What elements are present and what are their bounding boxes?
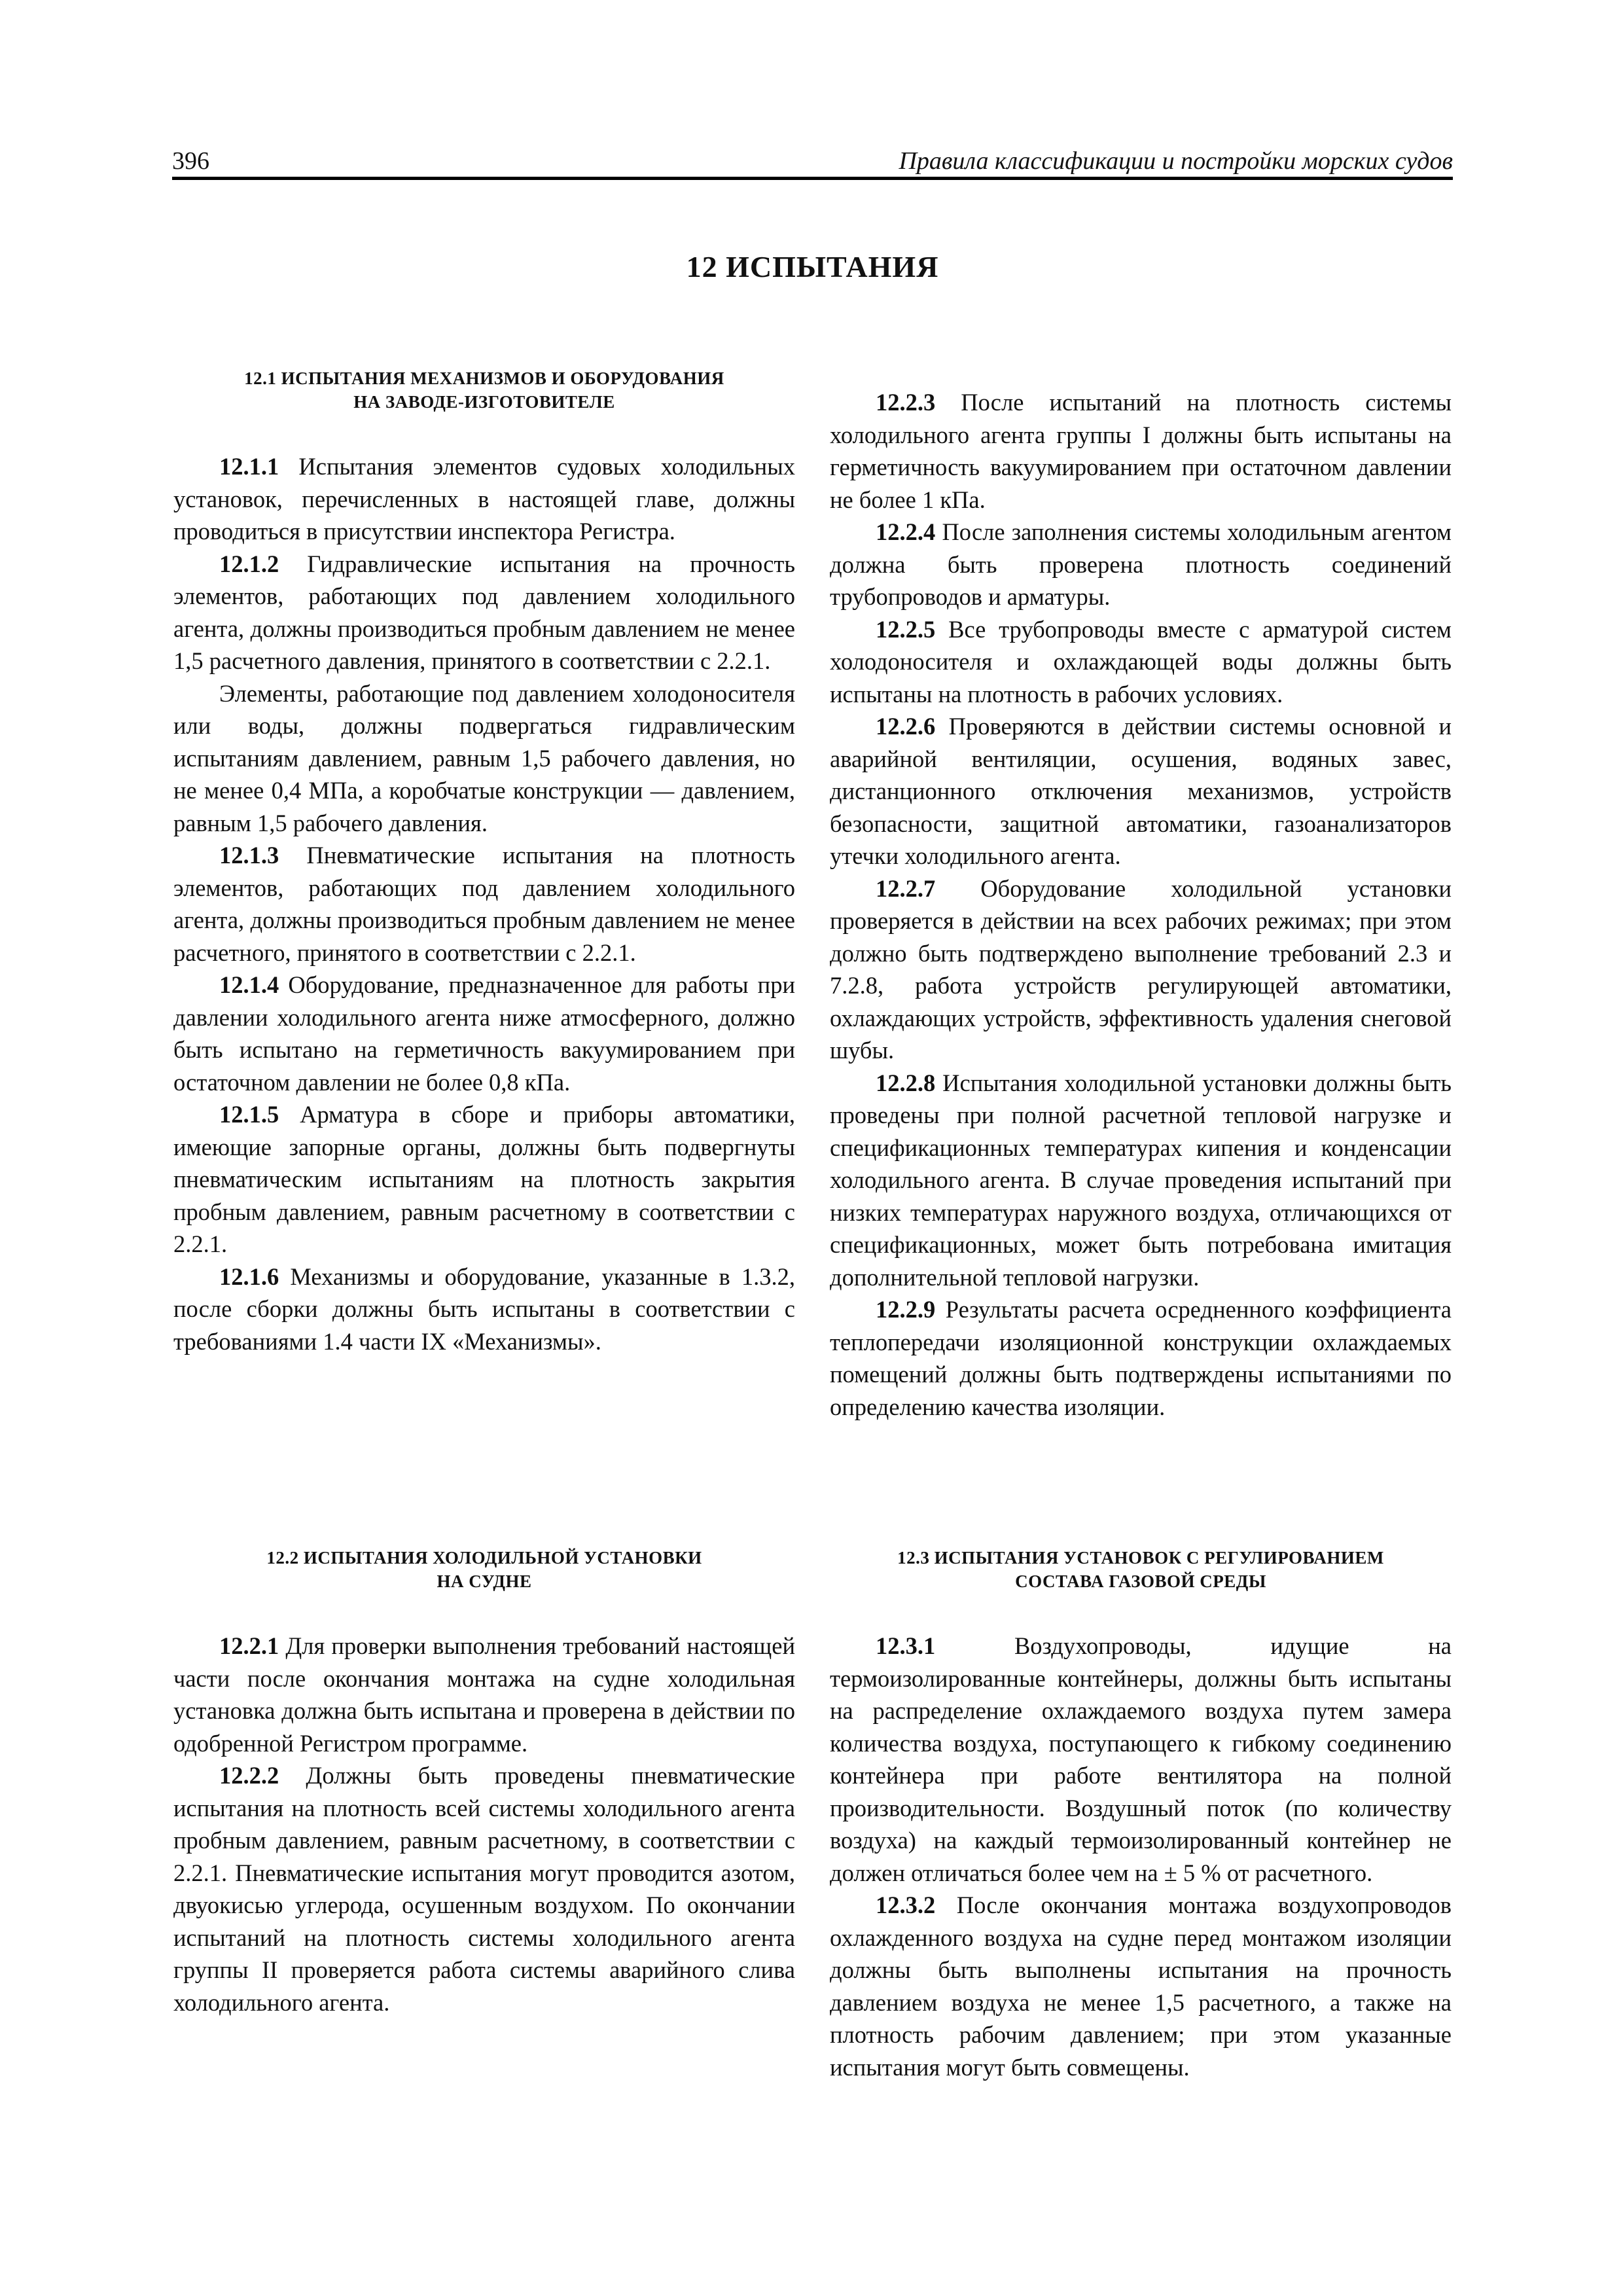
section-heading-line: СОСТАВА ГАЗОВОЙ СРЕДЫ — [1015, 1571, 1266, 1591]
clause-text: Пневматические испытания на плотность элементов, работающих под давлением холодильного агента, должны производиться пробным давлением не менее расчетного, принятого в соответствии с 2.2.1. — [173, 842, 795, 966]
clause-number: 12.1.6 — [219, 1263, 279, 1290]
section-heading-line: НА ЗАВОДЕ-ИЗГОТОВИТЕЛЕ — [353, 392, 615, 412]
paragraph — [173, 1759, 795, 2018]
clause-text: Оборудование холодильной установки проверяется в действии на всех рабочих режимах; при этом должно быть подтверждено выполнение требований 2.3 и 7.2.8, работа устройств регулирующей автоматики, охлаждающих устройств, эффективность удаления снеговой шубы. — [830, 874, 1452, 1064]
clause-text: Элементы, работающие под давлением холодоносителя или воды, должны подвергаться гидравлическим испытаниям давлением, равным 1,5 рабочего давления, но не менее 0,4 МПа, а коробчатые конструкции — давлением, равным 1,5 рабочего давления. — [173, 679, 795, 836]
clause-text: Для проверки выполнения требований настоящей части после окончания монтажа на судне холодильная установка должна быть испытана и проверена в действии по одобренной Регистром программе. — [173, 1632, 795, 1757]
section-12-2-body — [173, 1630, 795, 2018]
paragraph — [830, 872, 1452, 1067]
right-column-bottom — [830, 1546, 1452, 2083]
paragraph — [830, 613, 1452, 711]
chapter-title: 12 ИСПЫТАНИЯ — [686, 250, 939, 283]
paragraph — [830, 1630, 1452, 1889]
section-12-3-heading — [830, 1546, 1452, 1593]
clause-number: 12.2.8 — [876, 1069, 936, 1096]
section-heading-line: НА СУДНЕ — [437, 1571, 532, 1591]
left-column-top — [173, 367, 795, 1357]
clause-number: 12.2.3 — [876, 389, 936, 416]
clause-number: 12.1.1 — [219, 453, 279, 480]
clause-text: Испытания холодильной установки должны быть проведены при полной расчетной тепловой нагрузке и спецификационных температурах кипения и конденсации холодильного агента. В случае проведения испытаний при низких температурах наружного воздуха, отличающихся от спецификационных, может быть потребована имитация дополнительной тепловой нагрузки. — [830, 1069, 1452, 1291]
clause-text: Воздухопроводы, идущие на термоизолированные контейнеры, должны быть испытаны на распределение охлаждаемого воздуха путем замера количества воздуха, поступающего к гибкому соединению контейнера при работе вентилятора на полной производительности. Воздушный поток (по количеству воздуха) на каждый термоизолированный контейнер не должен отличаться более чем на ± 5 % от расчетного. — [830, 1632, 1452, 1886]
paragraph — [173, 1630, 795, 1759]
clause-number: 12.1.3 — [219, 842, 279, 869]
clause-number: 12.2.7 — [876, 874, 936, 902]
clause-number: 12.2.5 — [876, 615, 936, 643]
clause-number: 12.1.4 — [219, 971, 279, 998]
clause-number: 12.2.4 — [876, 518, 936, 545]
clause-text: Результаты расчета осредненного коэффициента теплопередачи изоляционной конструкции охлаждаемых помещений должны быть подтверждены испытаниями по определению качества изоляции. — [830, 1296, 1452, 1420]
paragraph — [830, 1293, 1452, 1423]
clause-number: 12.2.9 — [876, 1296, 936, 1323]
clause-text: Должны быть проведены пневматические испытания на плотность всей системы холодильного агента пробным давлением, равным расчетному, в соответствии с 2.2.1. Пневматические испытания могут проводится азотом, двуокисью углерода, осушенным воздухом. По окончании испытаний на плотность системы холодильного агента группы II проверяется работа системы аварийного слива холодильного агента. — [173, 1762, 795, 2016]
book-title: Правила классификации и постройки морских судов — [899, 147, 1453, 175]
clause-number: 12.2.1 — [219, 1632, 279, 1659]
section-12-3-body — [830, 1630, 1452, 2083]
clause-text: Арматура в сборе и приборы автоматики, имеющие запорные органы, должны быть подвергнуты пневматическим испытаниям на плотность закрытия пробным давлением, равным расчетному в соответствии с 2.2.1. — [173, 1101, 795, 1257]
clause-number: 12.2.6 — [876, 713, 936, 740]
page-number: 396 — [172, 147, 209, 175]
clause-text: Испытания элементов судовых холодильных установок, перечисленных в настоящей главе, должны проводиться в присутствии инспектора Регистра. — [173, 453, 795, 545]
clause-text: Механизмы и оборудование, указанные в 1.3.2, после сборки должны быть испытаны в соответствии с требованиями 1.4 части IX «Механизмы». — [173, 1263, 795, 1355]
right-column-top — [830, 386, 1452, 1423]
paragraph — [173, 548, 795, 677]
paragraph — [173, 839, 795, 969]
clause-number: 12.2.2 — [219, 1762, 279, 1789]
clause-number: 12.3.2 — [876, 1892, 936, 1918]
clause-text: После окончания монтажа воздухопроводов охлажденного воздуха на судне перед монтажом изоляции должны быть выполнены испытания на прочность давлением воздуха не менее 1,5 расчетного, а также на плотность рабочим давлением; при этом указанные испытания могут быть совмещены. — [830, 1892, 1452, 2081]
paragraph — [830, 710, 1452, 872]
section-12-2-heading — [173, 1546, 795, 1593]
paragraph — [173, 677, 795, 840]
section-heading-line: 12.2 ИСПЫТАНИЯ ХОЛОДИЛЬНОЙ УСТАНОВКИ — [266, 1548, 702, 1568]
paragraph — [830, 386, 1452, 516]
paragraph — [173, 450, 795, 548]
clause-number: 12.1.2 — [219, 550, 279, 577]
left-column-bottom — [173, 1546, 795, 2018]
paragraph — [173, 969, 795, 1098]
section-heading-line: 12.1 ИСПЫТАНИЯ МЕХАНИЗМОВ И ОБОРУДОВАНИЯ — [244, 368, 724, 388]
clause-text: После заполнения системы холодильным агентом должна быть проверена плотность соединений трубопроводов и арматуры. — [830, 518, 1452, 610]
clause-text: Гидравлические испытания на прочность элементов, работающих под давлением холодильного агента, должны производиться пробным давлением не менее 1,5 расчетного давления, принятого в соответствии с 2.2.1. — [173, 550, 795, 674]
clause-text: Проверяются в действии системы основной и аварийной вентиляции, осушения, водяных завес, дистанционного отключения механизмов, устройств безопасности, защитной автоматики, газоанализаторов утечки холодильного агента. — [830, 713, 1452, 869]
clause-number: 12.3.1 — [876, 1632, 936, 1659]
section-heading-line: 12.3 ИСПЫТАНИЯ УСТАНОВОК С РЕГУЛИРОВАНИЕМ — [897, 1548, 1384, 1568]
section-12-1-heading — [173, 367, 795, 414]
paragraph — [830, 516, 1452, 613]
clause-text: Все трубопроводы вместе с арматурой систем холодоносителя и охлаждающей воды должны быть испытаны на плотность в рабочих условиях. — [830, 615, 1452, 708]
section-12-1-body — [173, 450, 795, 1357]
paragraph — [173, 1098, 795, 1261]
clause-text: Оборудование, предназначенное для работы при давлении холодильного агента ниже атмосферного, должно быть испытано на герметичность вакуумированием при остаточном давлении не более 0,8 кПа. — [173, 971, 795, 1096]
clause-text: После испытаний на плотность системы холодильного агента группы I должны быть испытаны на герметичность вакуумированием при остаточном давлении не более 1 кПа. — [830, 389, 1452, 513]
running-head — [172, 145, 1453, 180]
paragraph — [830, 1889, 1452, 2083]
paragraph — [830, 1067, 1452, 1294]
paragraph — [173, 1261, 795, 1358]
clause-number: 12.1.5 — [219, 1101, 279, 1128]
